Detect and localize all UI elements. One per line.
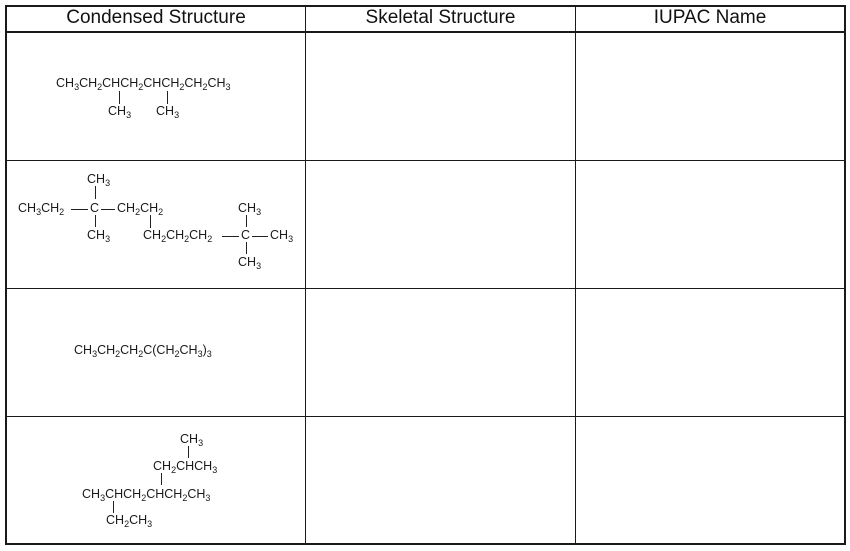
row1-branch-bond xyxy=(167,91,168,104)
row1-branch-bond xyxy=(119,91,120,104)
skeletal-structure-cell-1[interactable] xyxy=(306,33,575,160)
iupac-name-cell-1[interactable] xyxy=(576,33,844,160)
row2-bond xyxy=(101,209,115,210)
row1-main-chain: $CH_3CH_2CHCH_2CHCH_2CH_2CH_3$ xyxy=(56,76,231,92)
row4-bond xyxy=(113,501,114,513)
iupac-name-cell-4[interactable] xyxy=(576,417,844,543)
skeletal-structure-cell-3[interactable] xyxy=(306,289,575,416)
row2-quaternary-carbon-2: C xyxy=(241,228,251,242)
row2-left-chain: $CH_3CH_2$ xyxy=(18,201,65,217)
row2-bond xyxy=(246,215,247,227)
skeletal-structure-cell-4[interactable] xyxy=(306,417,575,543)
row2-bond xyxy=(71,209,88,210)
row2-right-bottom-methyl: $CH_3$ xyxy=(238,255,262,271)
row2-right-methyl: $CH_3$ xyxy=(270,228,294,244)
row2-bond xyxy=(95,186,96,199)
row2-bond xyxy=(252,236,268,237)
row2-right-top-methyl: $CH_3$ xyxy=(238,201,262,217)
row1-methyl-2: $CH_3$ xyxy=(156,104,180,120)
row2-bottom-methyl: $CH_3$ xyxy=(87,228,111,244)
skeletal-structure-cell-2[interactable] xyxy=(306,161,575,288)
row4-top-methyl: $CH_3$ xyxy=(180,432,204,448)
row2-mid-chain: $CH_2CH_2$ xyxy=(117,201,164,217)
row2-quaternary-carbon-1: C xyxy=(90,201,100,215)
header-condensed-structure: Condensed Structure xyxy=(66,7,246,28)
row2-top-methyl: $CH_3$ xyxy=(87,172,111,188)
table-border-left xyxy=(5,5,7,545)
row2-bond xyxy=(222,236,239,237)
row4-bond xyxy=(161,473,162,485)
row2-bond xyxy=(150,215,151,228)
table-border-right xyxy=(844,5,846,545)
header-iupac-name: IUPAC Name xyxy=(653,7,767,28)
header-skeletal-structure: Skeletal Structure xyxy=(365,7,516,28)
row1-methyl-1: $CH_3$ xyxy=(108,104,132,120)
table-border-bottom xyxy=(6,543,845,545)
row4-lower-chain: $CH_2CH_3$ xyxy=(106,513,153,529)
row2-bond xyxy=(246,242,247,254)
row3-formula: $CH_3CH_2CH_2C(CH_2CH_3)_3$ xyxy=(74,343,212,359)
row4-bond xyxy=(188,446,189,458)
row2-bond xyxy=(95,215,96,227)
row4-main-chain: $CH_3CHCH_2CHCH_2CH_3$ xyxy=(82,487,211,503)
row2-lower-chain: $CH_2CH_2CH_2$ xyxy=(143,228,213,244)
iupac-name-cell-2[interactable] xyxy=(576,161,844,288)
iupac-name-cell-3[interactable] xyxy=(576,289,844,416)
row4-upper-chain: $CH_2CHCH_3$ xyxy=(153,459,218,475)
